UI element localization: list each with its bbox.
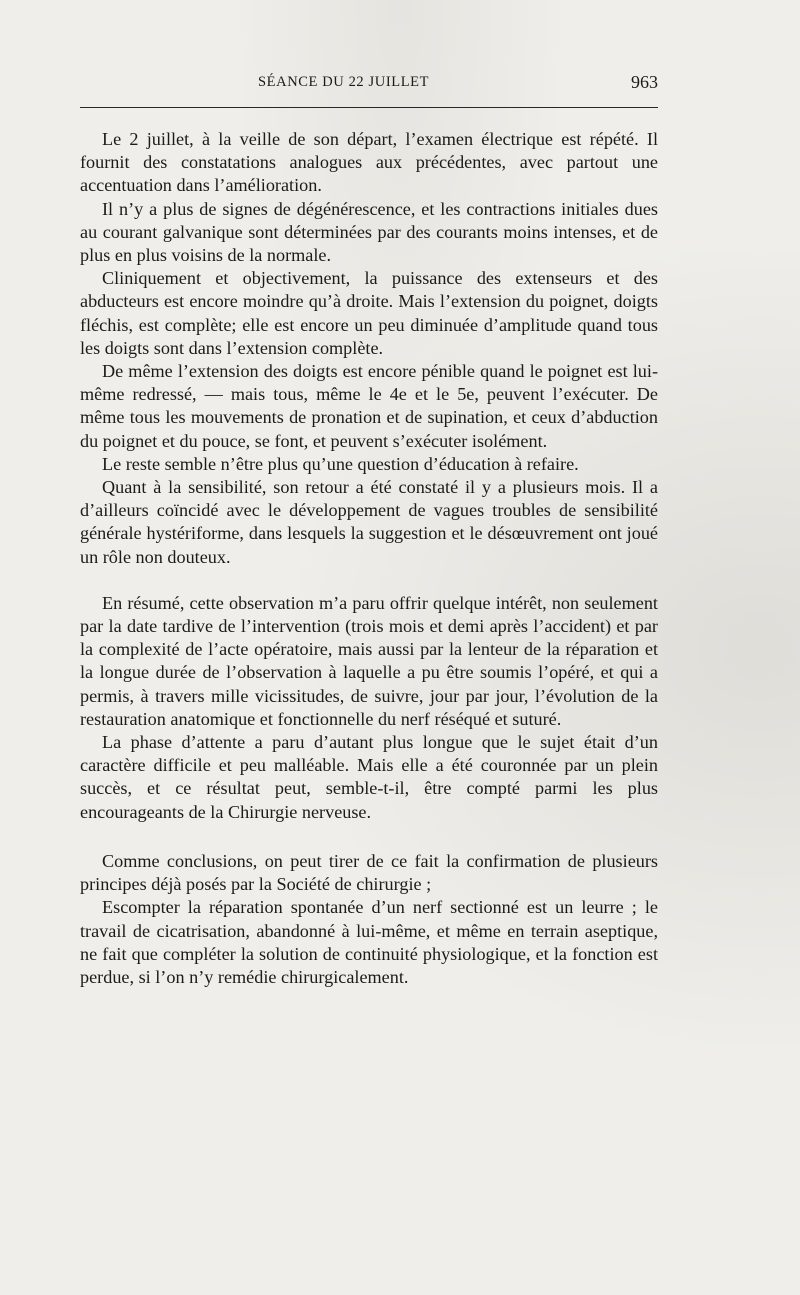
paragraph: Il n’y a plus de signes de dégénérescence, et les contractions initiales dues au courant galvanique sont déterminées par des courants moins intenses, et de plus en plus voisins de la normale. xyxy=(80,198,658,266)
paragraph: La phase d’attente a paru d’autant plus longue que le sujet était d’un caractère difficile et peu malléable. Mais elle a été couronnée par un plein succès, et ce résultat peut, semble-t-il, être compté parmi les plus encourageants de la Chirurgie nerveuse. xyxy=(80,732,658,822)
paragraph: Quant à la sensibilité, son retour a été constaté il y a plusieurs mois. Il a d’ailleurs coïncidé avec le développement de vagues troubles de sensibilité générale hystériforme, dans lesquels la suggestion et le désœuvrement ont joué un rôle non douteux. xyxy=(80,477,658,567)
paragraph: Le reste semble n’être plus qu’une question d’éducation à refaire. xyxy=(102,453,579,474)
paragraph: Le 2 juillet, à la veille de son départ, l’examen électrique est répété. Il fournit des constatations analogues aux précédentes, avec partout une accentuation dans l’amélioration. xyxy=(80,129,658,196)
body-text xyxy=(80,128,658,989)
paragraph: De même l’extension des doigts est encore pénible quand le poignet est lui-même redressé, — mais tous, même le 4e et le 5e, peuvent l’exécuter. De même tous les mouvements de pronation et de supination, et ceux d’abduction du poignet et du pouce, se font, et peuvent s’exécuter isolément. xyxy=(80,361,658,451)
section-gap xyxy=(80,569,658,592)
paragraph: En résumé, cette observation m’a paru offrir quelque intérêt, non seulement par la date tardive de l’intervention (trois mois et demi après l’accident) et par la complexité de l’acte opératoire, mais aussi par la lenteur de la réparation et la longue durée de l’observation à laquelle a pu être soumis l’opéré, et qui a permis, à travers mille vicissitudes, de suivre, jour par jour, l’évolution de la restauration anatomique et fonctionnelle du nerf réséqué et suturé. xyxy=(80,592,658,729)
paragraph: Cliniquement et objectivement, la puissance des extenseurs et des abducteurs est encore moindre qu’à droite. Mais l’extension du poignet, doigts fléchis, est complète; elle est encore un peu diminuée d’amplitude quand tous les doigts sont dans l’extension complète. xyxy=(80,268,658,358)
header-rule xyxy=(80,107,658,108)
paragraph: Comme conclusions, on peut tirer de ce fait la confirmation de plusieurs principes déjà posés par la Société de chirurgie ; xyxy=(80,850,658,895)
running-head: SÉANCE DU 22 JUILLET xyxy=(258,74,430,90)
paragraph: Escompter la réparation spontanée d’un nerf sectionné est un leurre ; le travail de cicatrisation, abandonné à lui-même, et même en terrain aseptique, ne fait que compléter la solution de continuité physiologique, et la fonction est perdue, si l’on n’y remédie chirurgicalement. xyxy=(80,897,658,987)
page-number: 963 xyxy=(631,72,658,92)
section-gap xyxy=(80,824,658,850)
page-header xyxy=(80,74,658,98)
